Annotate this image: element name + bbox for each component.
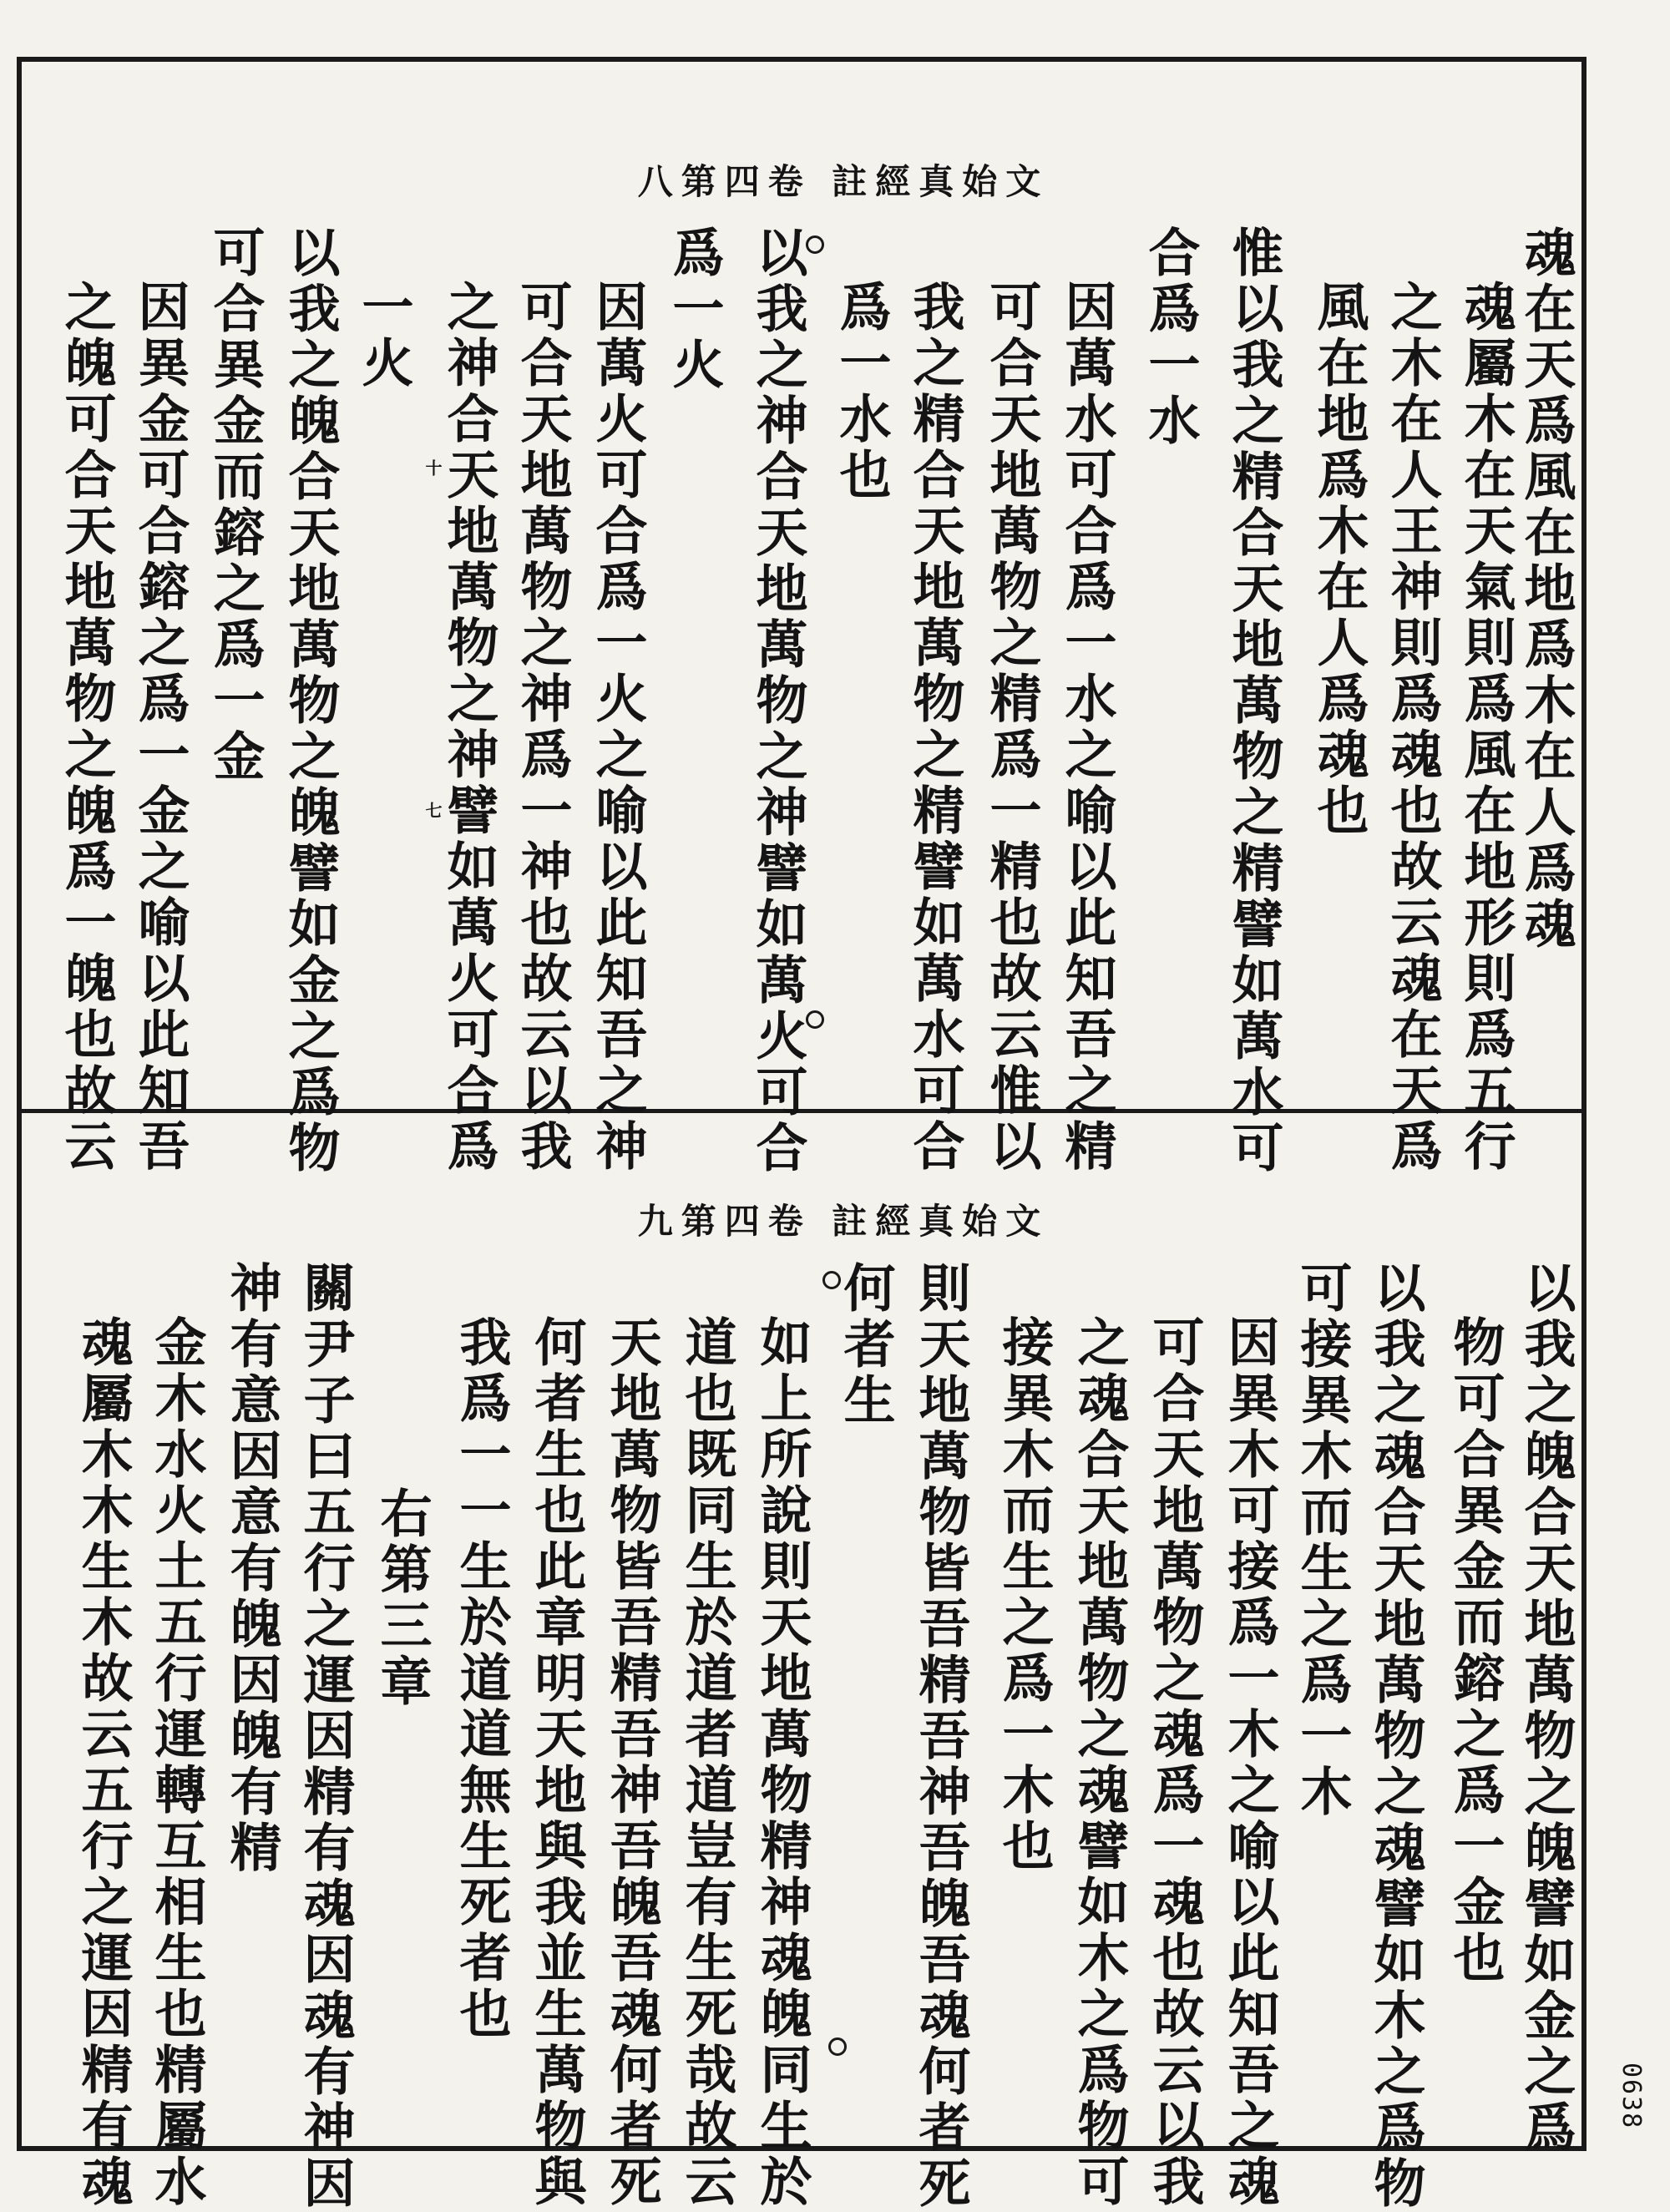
bottom-column-7: 之魂合天地萬物之魂譬如木之爲物可 [1069,1315,1130,2210]
top-column-8: 可合天地萬物之精爲一精也故云惟以 [981,280,1042,1175]
bottom-column-9: 則天地萬物皆吾精吾神吾魄吾魂何者死 [910,1261,971,2212]
bottom-column-3: 以我之魂合天地萬物之魂譬如木之爲物 [1365,1261,1426,2212]
top-column-5: 惟以我之精合天地萬物之精譬如萬水可 [1223,225,1284,1177]
top-column-6: 合爲一水 [1140,225,1201,449]
top-column-3: 之木在人王神則爲魂也故云魂在天爲 [1382,280,1443,1175]
bottom-column-19: 金木水火土五行運轉互相生也精屬水 [146,1315,207,2210]
circle-mark [828,2037,847,2056]
bottom-column-8: 接異木而生之爲一木也 [994,1315,1055,1875]
top-column-15: 之神合天地萬物之神譬如萬火可合爲 [438,280,499,1175]
header-bottom: 文始真經註 卷四第九 [637,1201,1050,1242]
bottom-column-17: 關尹子曰五行之運因精有魂因魂有神因 [295,1261,356,2212]
top-column-10: 爲一水也 [831,280,892,504]
circle-mark [806,1010,824,1029]
small-mark-1: 七 [423,802,443,820]
circle-mark [806,235,824,254]
top-column-2: 魂屬木在天氣則爲風在地形則爲五行 [1455,280,1516,1175]
bottom-column-2: 物可合異金而鎔之爲一金也 [1445,1315,1506,1987]
top-column-16: 一火 [353,280,414,392]
top-column-9: 我之精合天地萬物之精譬如萬水可合 [904,280,965,1175]
top-column-12: 爲一火 [664,225,725,393]
top-column-1: 魂在天爲風在地爲木在人爲魂 [1516,225,1576,953]
header-top: 文始真經註 卷四第八 [637,161,1050,202]
bottom-column-12: 道也既同生於道者道豈有生死哉故云 [676,1315,737,2210]
bottom-column-16: 右第三章 [372,1486,433,1710]
top-column-18: 可合異金而鎔之爲一金 [205,225,266,785]
bottom-column-5: 因異木可接爲一木之喻以此知吾之魂 [1219,1315,1280,2210]
bottom-column-20: 魂屬木木生木故云五行之運因精有魂 [73,1315,134,2210]
top-column-11: 以我之神合天地萬物之神譬如萬火可合 [747,225,808,1177]
top-column-13: 因萬火可合爲一火之喻以此知吾之神 [587,280,648,1175]
bottom-column-6: 可合天地萬物之魂爲一魂也故云以我 [1144,1315,1205,2210]
top-column-19: 因異金可合鎔之爲一金之喻以此知吾 [129,280,190,1175]
page-number: 0638 [1617,2063,1646,2130]
bottom-column-10: 何者生 [835,1261,896,1429]
bottom-column-13: 天地萬物皆吾精吾神吾魄吾魂何者死 [601,1315,662,2210]
bottom-column-4: 可接異木而生之爲一木 [1292,1261,1353,1820]
bottom-column-15: 我爲一一生於道道無生死者也 [451,1315,512,2042]
bottom-column-14: 何者生也此章明天地與我並生萬物與 [526,1315,587,2210]
top-column-14: 可合天地萬物之神爲一神也故云以我 [512,280,573,1175]
bottom-column-18: 神有意因意有魄因魄有精 [221,1261,282,1876]
small-mark-2: 十 [423,459,443,478]
bottom-column-11: 如上所說則天地萬物精神魂魄同生於 [752,1315,812,2210]
top-column-20: 之魄可合天地萬物之魄爲一魄也故云 [56,280,117,1175]
bottom-column-1: 以我之魄合天地萬物之魄譬如金之爲 [1516,1261,1576,2156]
top-column-4: 風在地爲木在人爲魂也 [1308,280,1369,839]
top-column-7: 因萬水可合爲一水之喻以此知吾之精 [1056,280,1117,1175]
top-column-17: 以我之魄合天地萬物之魄譬如金之爲物 [280,225,341,1177]
circle-mark [822,1271,841,1289]
